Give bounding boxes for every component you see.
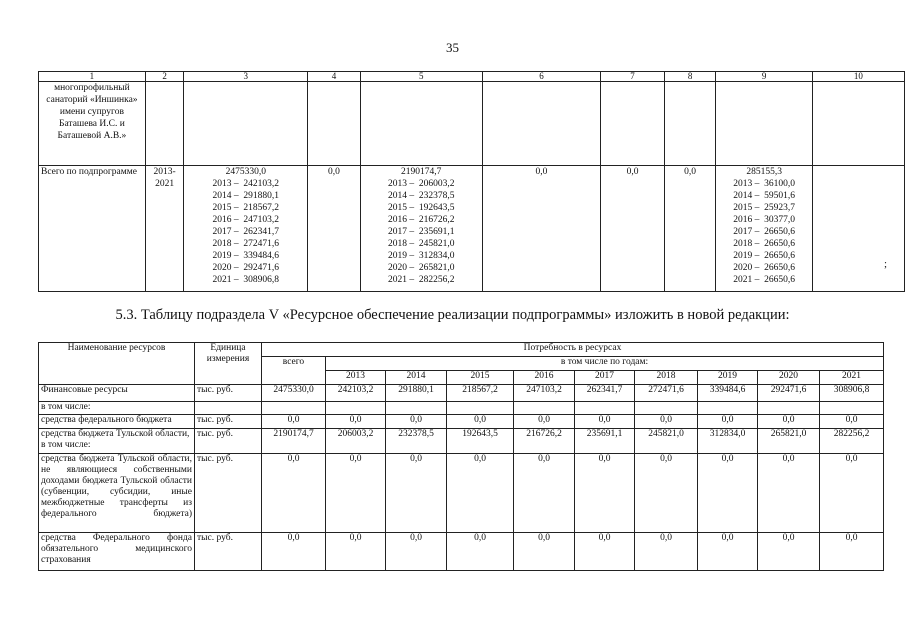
value-cell: 0,0 <box>447 415 514 429</box>
subprogram-table <box>38 71 905 292</box>
value-cell <box>698 402 758 415</box>
table-row <box>39 533 884 571</box>
total-label-cell: Всего по подпрограмме <box>39 166 146 292</box>
col6-cell: 0,0 <box>482 166 601 292</box>
value-cell: 0,0 <box>326 415 386 429</box>
year-header: 2019 <box>698 371 758 385</box>
value-cell <box>262 402 326 415</box>
value-cell: 0,0 <box>758 415 820 429</box>
value-cell: 339484,6 <box>698 385 758 402</box>
value-cell: 0,0 <box>262 454 326 533</box>
year-header: 2021 <box>820 371 884 385</box>
value-cell: 232378,5 <box>386 429 447 454</box>
col-number-8: 8 <box>664 72 716 82</box>
resource-name-cell: в том числе: <box>39 402 195 415</box>
value-cell: 0,0 <box>820 415 884 429</box>
column-number-row <box>39 72 905 82</box>
federal-funding-cell: 0,0 <box>308 166 361 292</box>
page-number: 35 <box>446 40 459 55</box>
unit-cell <box>195 402 262 415</box>
year-header: 2015 <box>447 371 514 385</box>
value-cell: 0,0 <box>758 533 820 571</box>
value-cell: 247103,2 <box>514 385 575 402</box>
value-cell: 0,0 <box>820 533 884 571</box>
value-cell: 0,0 <box>514 533 575 571</box>
value-cell: 265821,0 <box>758 429 820 454</box>
value-cell: 242103,2 <box>326 385 386 402</box>
value-cell: 312834,0 <box>698 429 758 454</box>
value-cell: 0,0 <box>262 415 326 429</box>
table-row <box>39 415 884 429</box>
value-cell: 0,0 <box>575 415 635 429</box>
value-cell: 216726,2 <box>514 429 575 454</box>
value-cell: 0,0 <box>514 415 575 429</box>
col10-cell <box>812 166 904 292</box>
value-cell: 206003,2 <box>326 429 386 454</box>
value-cell: 0,0 <box>514 454 575 533</box>
value-cell <box>447 402 514 415</box>
value-cell: 0,0 <box>262 533 326 571</box>
value-cell: 0,0 <box>326 454 386 533</box>
value-cell: 262341,7 <box>575 385 635 402</box>
value-cell: 0,0 <box>575 454 635 533</box>
value-cell: 2475330,0 <box>262 385 326 402</box>
col-number-10: 10 <box>812 72 904 82</box>
unit-cell: тыс. руб. <box>195 385 262 402</box>
resource-name-cell: средства Федерального фонда обязательного медицинского страхования <box>39 533 195 571</box>
col-number-6: 6 <box>482 72 601 82</box>
col-number-9: 9 <box>716 72 812 82</box>
table-row <box>39 166 905 292</box>
value-cell: 235691,1 <box>575 429 635 454</box>
value-cell: 292471,6 <box>758 385 820 402</box>
by-years-header: в том числе по годам: <box>326 357 884 371</box>
value-cell: 272471,6 <box>635 385 698 402</box>
year-header: 2014 <box>386 371 447 385</box>
resources-header: Наименование ресурсов <box>39 343 195 385</box>
total-header: всего <box>262 357 326 385</box>
table-row <box>39 429 884 454</box>
col7-cell: 0,0 <box>601 166 664 292</box>
year-header: 2016 <box>514 371 575 385</box>
value-cell: 245821,0 <box>635 429 698 454</box>
col-number-4: 4 <box>308 72 361 82</box>
resource-table <box>38 342 884 571</box>
value-cell <box>326 402 386 415</box>
table-row <box>39 454 884 533</box>
value-cell: 0,0 <box>635 533 698 571</box>
value-cell: 282256,2 <box>820 429 884 454</box>
value-cell: 0,0 <box>447 454 514 533</box>
value-cell: 0,0 <box>635 415 698 429</box>
value-cell: 0,0 <box>698 533 758 571</box>
value-cell: 0,0 <box>326 533 386 571</box>
value-cell: 0,0 <box>698 415 758 429</box>
resource-name-cell: Финансовые ресурсы <box>39 385 195 402</box>
col-number-2: 2 <box>145 72 184 82</box>
col8-cell: 0,0 <box>664 166 716 292</box>
value-cell <box>635 402 698 415</box>
value-cell: 0,0 <box>820 454 884 533</box>
table-row <box>39 82 905 166</box>
year-header: 2013 <box>326 371 386 385</box>
col-number-5: 5 <box>360 72 482 82</box>
value-cell: 0,0 <box>575 533 635 571</box>
value-cell <box>758 402 820 415</box>
value-cell: 0,0 <box>386 533 447 571</box>
semicolon-mark: ; <box>884 258 888 270</box>
value-cell: 0,0 <box>386 415 447 429</box>
resource-name-cell: средства бюджета Тульской области, не являющиеся собственными доходами бюджета Тульской области (субвенции, субсидии, иные межбюджетные трансферты из федерального бюджета) <box>39 454 195 533</box>
unit-cell: тыс. руб. <box>195 454 262 533</box>
need-header: Потребность в ресурсах <box>262 343 884 357</box>
value-cell: 0,0 <box>635 454 698 533</box>
year-header: 2018 <box>635 371 698 385</box>
value-cell: 0,0 <box>698 454 758 533</box>
year-header: 2020 <box>758 371 820 385</box>
resource-name-cell: средства бюджета Тульской области, в том числе: <box>39 429 195 454</box>
unit-header: Единица измерения <box>195 343 262 385</box>
value-cell: 0,0 <box>386 454 447 533</box>
table-row <box>39 402 884 415</box>
value-cell: 218567,2 <box>447 385 514 402</box>
value-cell: 291880,1 <box>386 385 447 402</box>
col9-cell: 285155,3 2013 – 36100,0 2014 – 59501,6 2015 – 25923,7 2016 – 30377,0 2017 – 26650,6 2018 – 26650,6 2019 – 26650,6 2020 – 26650,6 2021 – 26650,6 <box>716 166 812 292</box>
section-heading: 5.3. Таблицу подраздела V «Ресурсное обеспечение реализации подпрограммы» изложить в новой редакции: <box>115 307 790 323</box>
value-cell <box>514 402 575 415</box>
col-number-1: 1 <box>39 72 146 82</box>
unit-cell: тыс. руб. <box>195 533 262 571</box>
year-header: 2017 <box>575 371 635 385</box>
unit-cell: тыс. руб. <box>195 415 262 429</box>
value-cell: 308906,8 <box>820 385 884 402</box>
resource-name-cell: средства федерального бюджета <box>39 415 195 429</box>
sanatorium-name-cell: многопрофильный санаторий «Иншинка» имени супругов Баташева И.С. и Баташевой А.В.» <box>39 82 146 166</box>
value-cell <box>386 402 447 415</box>
value-cell <box>820 402 884 415</box>
col-number-7: 7 <box>601 72 664 82</box>
table-row <box>39 385 884 402</box>
value-cell: 0,0 <box>447 533 514 571</box>
value-cell: 0,0 <box>758 454 820 533</box>
value-cell: 192643,5 <box>447 429 514 454</box>
total-funding-cell: 2475330,0 2013 – 242103,2 2014 – 291880,1 2015 – 218567,2 2016 – 247103,2 2017 – 262341,7 2018 – 272471,6 2019 – 339484,6 2020 – 292471,6 2021 – 308906,8 <box>184 166 308 292</box>
regional-funding-cell: 2190174,7 2013 – 206003,2 2014 – 232378,5 2015 – 192643,5 2016 – 216726,2 2017 – 235691,1 2018 – 245821,0 2019 – 312834,0 2020 – 265821,0 2021 – 282256,2 <box>360 166 482 292</box>
col-number-3: 3 <box>184 72 308 82</box>
unit-cell: тыс. руб. <box>195 429 262 454</box>
value-cell: 2190174,7 <box>262 429 326 454</box>
value-cell <box>575 402 635 415</box>
period-cell: 2013- 2021 <box>145 166 184 292</box>
